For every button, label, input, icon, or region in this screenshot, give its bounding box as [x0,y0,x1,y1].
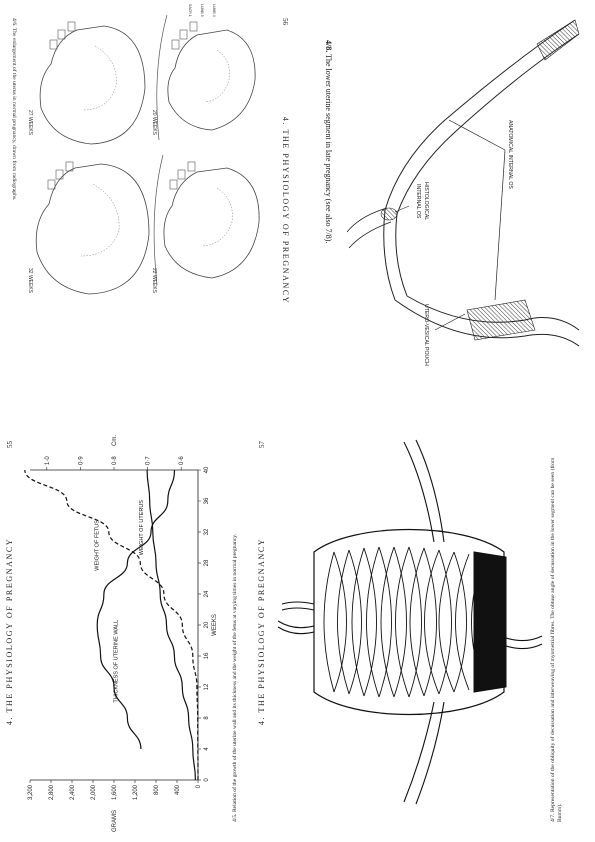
label-anatomical-internal-os: ANATOMICAL INTERNAL OS [507,120,513,189]
running-header: 4. THE PHYSIOLOGY OF PREGNANCY [281,116,290,305]
lower-segment-figure-area [297,0,595,421]
y-left-axis-title: GRAMS [112,810,118,833]
label-22-weeks: 22 WEEKS [151,268,157,294]
uterus-sketch-22-weeks [154,155,259,285]
y-left-tick-label: 2,400 [70,785,76,801]
x-tick-label: 8 [204,716,210,720]
x-tick-label: 4 [204,747,210,751]
x-tick-label: 12 [204,683,210,691]
label-internal-os: INTERNAL OS [415,184,421,219]
y-left-tick-label: 2,000 [91,785,97,801]
y-right-axis-title: Cm. [112,435,118,446]
figure-caption-4-7: 4/7. Representation of the obliquity of decussation and interweaving of myometrial fibres. The obtuse angle of decussation in the lower segment can be seen (from Bumm). [550,457,563,822]
y-left-tick-label: 3,200 [28,785,34,801]
label-27-weeks: 27 WEEKS [27,110,33,136]
page-56 [0,0,297,421]
x-tick-label: 32 [204,528,210,536]
uterus-sketch-32-weeks [36,162,149,294]
y-right-tick-label: 0·7 [145,456,152,465]
y-left-tick-label: 1,200 [133,785,139,801]
label-histological: HISTOLOGICAL [423,182,429,221]
uterus-enlargement-figure [21,0,271,421]
x-tick-label: 20 [204,621,210,629]
spine-tag: LUMB.4 [212,4,216,17]
y-left-tick-label: 1,600 [112,785,118,801]
x-tick-label: 0 [204,778,210,782]
x-tick-label: 40 [204,466,210,474]
caption-number: 4/8. [324,40,333,53]
y-right-tick-label: 0·9 [78,456,85,465]
series-line-2 [25,470,198,780]
y-left-tick-label: 400 [175,785,181,796]
label-utero-vesical-pouch: UTERO-VESICAL POUCH [423,304,429,366]
lower-segment-dark [474,552,506,692]
page-55 [0,421,250,842]
hatched-wall-upper [537,20,579,60]
x-tick-label: 28 [204,559,210,567]
series-line-0 [147,470,195,780]
y-right-tick-label: 0·6 [179,456,186,465]
running-header: 4. THE PHYSIOLOGY OF PREGNANCY [5,537,14,726]
lower-uterine-segment-figure [345,0,585,421]
y-right-tick-label: 1·0 [44,456,51,465]
page-number: 55 [6,441,14,448]
x-axis-title: WEEKS [212,614,218,636]
y-left-tick-label: 0 [196,785,202,789]
x-tick-label: 36 [204,497,210,505]
myometrial-fibres-figure [274,421,544,842]
series-label: WEIGHT OF FETUS [94,520,101,571]
y-left-tick-label: 800 [154,785,160,796]
x-tick-label: 16 [204,652,210,660]
cervix [381,208,397,220]
page-number: 56 [281,18,289,25]
page-number: 57 [258,441,266,448]
caption-text: The lower uterine segment in late pregnancy (see also 7/8). [324,54,333,244]
uterus-sketch-20-weeks [157,15,255,140]
growth-chart [20,421,230,842]
figure-caption-4-8 [323,40,333,381]
page-57-section [250,421,595,842]
series-label: WEIGHT OF UTERUS [138,500,145,556]
spine-tag: SACR.1 [188,4,192,17]
series-label: THICKNESS OF UTERINE WALL [113,619,120,703]
running-header: 4. THE PHYSIOLOGY OF PREGNANCY [257,537,266,726]
uterus-sketch-27-weeks [40,22,145,144]
label-20-weeks: 20 WEEKS [151,110,157,136]
spine-tag: LUMB.5 [200,4,204,17]
label-32-weeks: 32 WEEKS [27,268,33,294]
y-right-tick-label: 0·8 [112,456,118,465]
figure-caption: 4/6. The enlargement of the uterus in normal pregnancy, drawn from radiographs. [11,18,17,201]
figure-caption-4-5: 4/5. Relation of the growth of the uterine wall and its thickness and the weight of the fetus at varying times in normal pregnancy. [232,533,238,822]
y-left-tick-label: 2,800 [49,785,55,801]
x-tick-label: 24 [204,590,210,598]
